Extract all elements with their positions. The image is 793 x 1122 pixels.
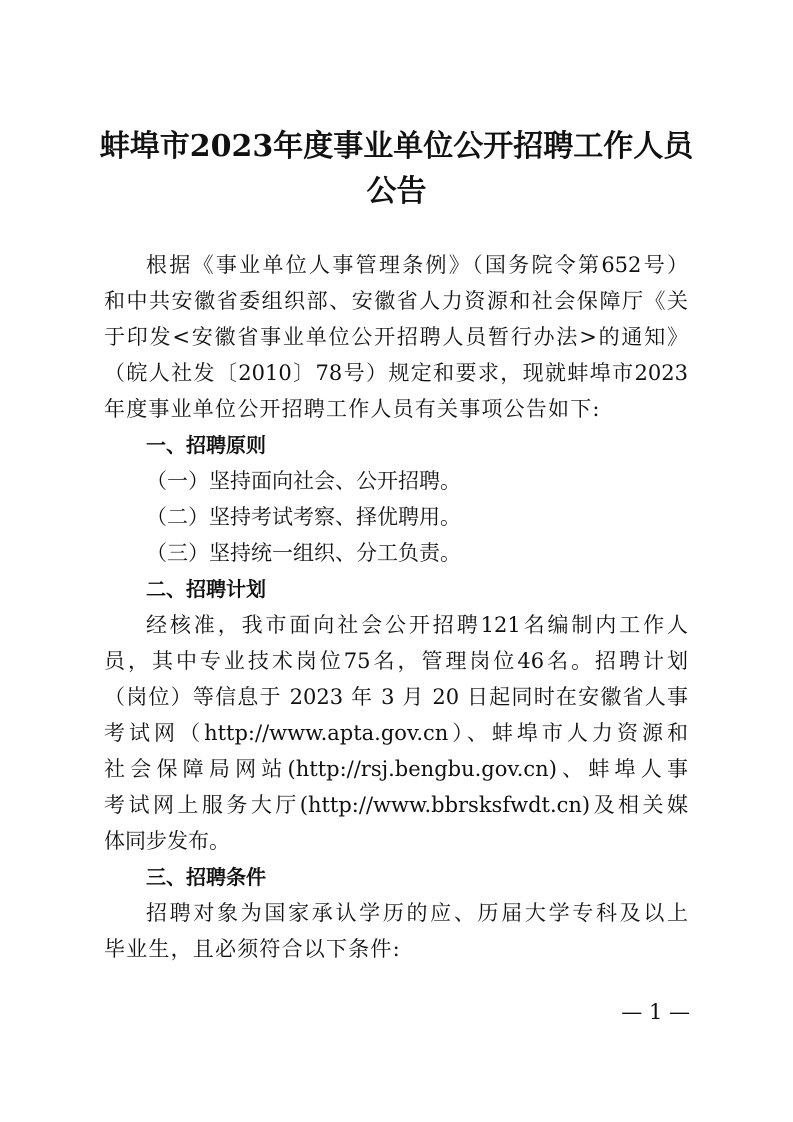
intro-line: （皖人社发〔2010〕78号）规定和要求，现就蚌埠市2023 [104,361,688,385]
plan-line: 考试网上服务大厅(http://www.bbrsksfwdt.cn)及相关媒 [104,793,688,817]
document-title-line-1: 蚌埠市2023年度事业单位公开招聘工作人员 [99,129,694,164]
intro-line: 根据《事业单位人事管理条例》（国务院令第652号） [146,253,688,277]
conditions-line: 招聘对象为国家承认学历的应、历届大学专科及以上 [146,901,688,925]
plan-line: 经核准，我市面向社会公开招聘121名编制内工作人 [146,613,688,637]
plan-line: （岗位）等信息于 2023 年 3 月 20 日起同时在安徽省人事 [104,685,688,709]
page-number: — 1 — [621,1000,690,1024]
intro-line: 年度事业单位公开招聘工作人员有关事项公告如下: [104,397,601,421]
principle-item: （一）坚持面向社会、公开招聘。 [146,469,461,493]
intro-line: 于印发<安徽省事业单位公开招聘人员暂行办法>的通知》 [104,325,688,349]
intro-line: 和中共安徽省委组织部、安徽省人力资源和社会保障厅《关 [104,289,688,313]
conditions-line: 毕业生，且必须符合以下条件: [104,937,401,961]
section-heading-conditions: 三、招聘条件 [146,865,266,889]
section-heading-plan: 二、招聘计划 [146,577,266,601]
plan-line: 考试网（http://www.apta.gov.cn）、蚌埠市人力资源和 [104,721,688,745]
plan-line: 社会保障局网站(http://rsj.bengbu.gov.cn)、蚌埠人事 [104,757,688,781]
section-heading-principles: 一、招聘原则 [146,433,266,457]
plan-line: 员，其中专业技术岗位75名，管理岗位46名。招聘计划 [104,649,688,673]
plan-line: 体同步发布。 [104,829,230,853]
principle-item: （二）坚持考试考察、择优聘用。 [146,505,461,529]
principle-item: （三）坚持统一组织、分工负责。 [146,541,461,565]
document-title-line-2: 公告 [366,174,427,209]
